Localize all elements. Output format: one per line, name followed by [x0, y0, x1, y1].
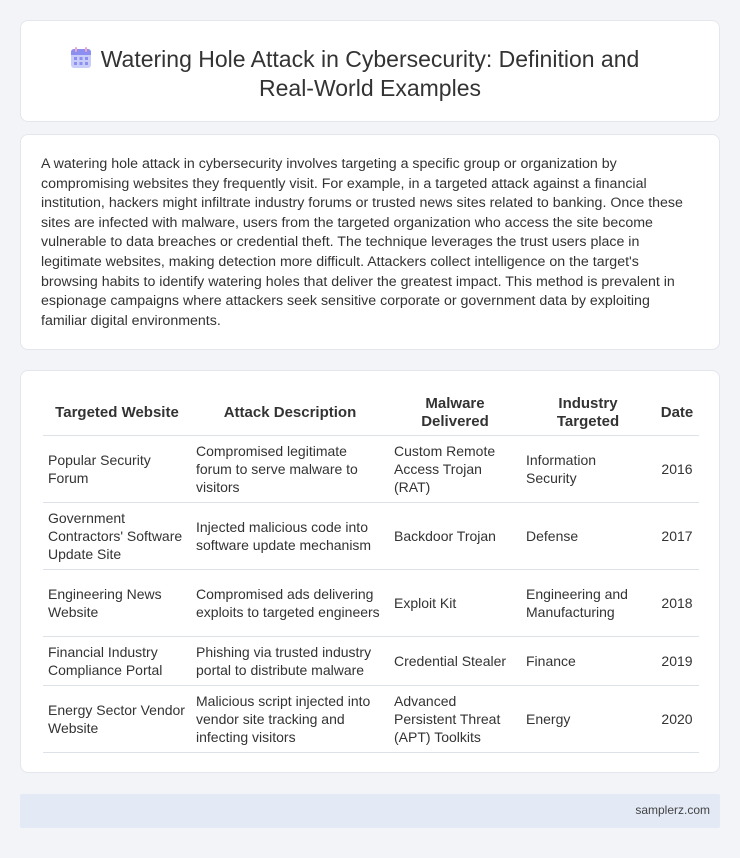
- header-targeted-website: Targeted Website: [55, 404, 179, 421]
- cell-malware: Exploit Kit: [389, 570, 521, 637]
- table-row: [43, 686, 699, 753]
- footer-brand[interactable]: samplerz.com: [635, 803, 710, 817]
- cell-industry: Defense: [521, 503, 655, 570]
- footer: [20, 794, 720, 828]
- header-industry-targeted: Industry Targeted: [556, 395, 620, 430]
- table-row: [43, 436, 699, 503]
- cell-malware: Backdoor Trojan: [389, 503, 521, 570]
- cell-description: Malicious script injected into vendor site tracking and infecting visitors: [191, 686, 389, 753]
- cell-description: Phishing via trusted industry portal to distribute malware: [191, 637, 389, 686]
- cell-description: Compromised ads delivering exploits to targeted engineers: [191, 570, 389, 637]
- table-card: [20, 370, 720, 773]
- cell-website: Financial Industry Compliance Portal: [43, 637, 191, 686]
- cell-industry: Finance: [521, 637, 655, 686]
- cell-date: 2016: [655, 436, 699, 503]
- header-malware-delivered: Malware Delivered: [421, 395, 489, 430]
- cell-date: 2019: [655, 637, 699, 686]
- cell-date: 2017: [655, 503, 699, 570]
- title-card: [20, 20, 720, 122]
- header-date: Date: [660, 404, 694, 421]
- table-row: [43, 503, 699, 570]
- table-row: [43, 570, 699, 637]
- intro-paragraph: A watering hole attack in cybersecurity involves targeting a specific group or organization by compromising websites they frequently visit. For example, in a targeted attack against a financial institution, hackers might infiltrate industry forums or trusted news sites related to banking. Once these sites are infected with malware, users from the targeted organization who access the site become vulnerable to data breaches or credential theft. The technique leverages the trust users place in legitimate websites, making detection more difficult. Attackers collect intelligence on the target's browsing habits to identify watering holes that deliver the greatest impact. This method is prevalent in espionage campaigns where attackers seek sensitive corporate or government data by exploiting familiar digital environments.: [41, 156, 683, 329]
- page-title: Watering Hole Attack in Cybersecurity: Definition and Real-World Examples: [100, 46, 640, 101]
- cell-malware: Custom Remote Access Trojan (RAT): [389, 436, 521, 503]
- table-header-row: [43, 391, 699, 436]
- cell-industry: Information Security: [521, 436, 655, 503]
- cell-description: Injected malicious code into software update mechanism: [191, 503, 389, 570]
- cell-description: Compromised legitimate forum to serve malware to visitors: [191, 436, 389, 503]
- cell-date: 2020: [655, 686, 699, 753]
- cell-website: Popular Security Forum: [43, 436, 191, 503]
- cell-website: Engineering News Website: [43, 570, 191, 637]
- table-row: [43, 637, 699, 686]
- cell-malware: Advanced Persistent Threat (APT) Toolkits: [389, 686, 521, 753]
- cell-industry: Energy: [521, 686, 655, 753]
- header-attack-description: Attack Description: [223, 404, 357, 421]
- intro-card: [20, 134, 720, 350]
- attacks-table: [43, 391, 699, 753]
- cell-website: Energy Sector Vendor Website: [43, 686, 191, 753]
- cell-industry: Engineering and Manufacturing: [521, 570, 655, 637]
- cell-date: 2018: [655, 570, 699, 637]
- cell-malware: Credential Stealer: [389, 637, 521, 686]
- cell-website: Government Contractors' Software Update Site: [43, 503, 191, 570]
